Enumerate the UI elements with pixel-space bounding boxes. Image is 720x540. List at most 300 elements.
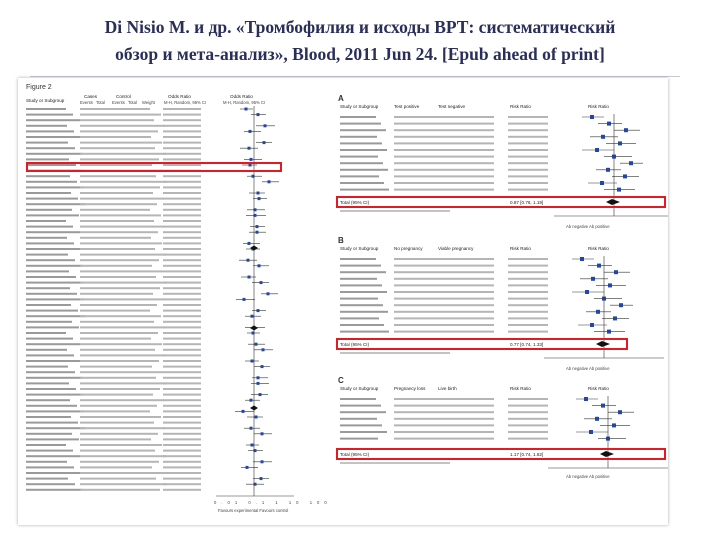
study-row-values — [80, 326, 165, 328]
study-row-text — [26, 198, 78, 200]
left-sub-events: Events — [80, 100, 93, 105]
study-row-ci — [508, 169, 548, 171]
study-row-values — [80, 158, 159, 160]
effect-marker — [590, 323, 594, 327]
study-row-ci — [163, 276, 201, 278]
study-row-text — [340, 129, 386, 131]
study-row-values — [394, 136, 494, 138]
left-axis-tick: 0.01 — [214, 500, 243, 505]
study-row-text — [26, 394, 83, 396]
study-row-values — [394, 317, 494, 319]
left-sub-total: Total — [96, 100, 105, 105]
study-row-ci — [163, 388, 201, 390]
study-row-values — [394, 278, 494, 280]
study-row-text — [26, 321, 72, 323]
study-row-text — [26, 125, 67, 127]
figure-label: Figure 2 — [26, 84, 52, 91]
study-row-ci — [163, 422, 201, 424]
study-row-values — [80, 349, 155, 351]
study-row-ci — [163, 366, 201, 368]
study-row-values — [80, 108, 150, 110]
effect-marker — [268, 180, 271, 183]
study-row-ci — [163, 332, 201, 334]
study-row-values — [394, 431, 494, 433]
study-row-ci — [508, 317, 548, 319]
study-row-ci — [163, 410, 201, 412]
study-row-ci — [163, 203, 201, 205]
study-row-ci — [163, 304, 201, 306]
study-row-ci — [163, 450, 201, 452]
study-row-ci — [163, 220, 201, 222]
study-row-ci — [163, 394, 201, 396]
effect-marker — [617, 188, 621, 192]
study-row-values — [80, 399, 164, 401]
study-row-ci — [508, 129, 548, 131]
study-row-values — [80, 427, 165, 429]
effect-marker — [590, 115, 594, 119]
effect-marker — [250, 427, 253, 430]
study-row-values — [80, 248, 155, 250]
panel-c-header-rr2: Risk Ratio — [588, 386, 609, 391]
left-header-cases: Cases — [84, 94, 98, 99]
effect-marker — [255, 343, 258, 346]
highlight-box-panel-c-total — [336, 448, 666, 460]
effect-marker — [589, 430, 593, 434]
study-row-text — [26, 214, 79, 216]
study-row-ci — [163, 254, 201, 256]
panel-c-header-col2: Live birth — [438, 386, 457, 391]
study-row-values — [80, 276, 156, 278]
study-row-ci — [163, 461, 201, 463]
study-row-ci — [508, 284, 548, 286]
study-row-values — [80, 226, 165, 228]
title-divider — [30, 76, 680, 77]
study-row-text — [340, 169, 388, 171]
study-row-text — [26, 461, 67, 463]
study-row-values — [80, 242, 162, 244]
study-row-ci — [508, 411, 548, 413]
study-row-ci — [163, 142, 201, 144]
study-row-values — [80, 438, 151, 440]
study-row-text — [26, 427, 85, 429]
panel-b-letter: B — [338, 236, 344, 245]
study-row-text — [26, 438, 79, 440]
study-row-values — [80, 153, 166, 155]
study-row-values — [80, 410, 150, 412]
study-row-text — [26, 304, 71, 306]
study-row-values — [80, 175, 156, 177]
study-row-text — [26, 282, 83, 284]
study-row-ci — [163, 153, 201, 155]
study-row-ci — [163, 298, 201, 300]
study-row-ci — [163, 343, 201, 345]
study-row-ci — [163, 455, 201, 457]
highlight-box-panel-a-total — [336, 196, 666, 208]
study-row-text — [26, 354, 74, 356]
study-row-values — [80, 354, 166, 356]
study-row-values — [394, 142, 494, 144]
study-row-values — [80, 181, 167, 183]
study-row-values — [80, 231, 158, 233]
panel-a-header-rr2: Risk Ratio — [588, 104, 609, 109]
effect-marker — [258, 197, 261, 200]
study-row-ci — [508, 418, 548, 420]
panel-b-header-study: Study or Subgroup — [340, 246, 379, 251]
study-row-text — [26, 287, 70, 289]
effect-marker — [263, 141, 266, 144]
panel-a-letter: A — [338, 94, 344, 103]
study-row-text — [26, 142, 68, 144]
study-row-ci — [163, 136, 201, 138]
panel-b-header-col2: Viable pregnancy — [438, 246, 474, 251]
study-row-ci — [508, 278, 548, 280]
study-row-text — [26, 315, 85, 317]
study-row-ci — [508, 142, 548, 144]
study-row-values — [394, 265, 494, 267]
left-axis-tick: 10 — [288, 500, 304, 505]
study-row-text — [340, 123, 381, 125]
study-row-values — [394, 438, 494, 440]
study-row-values — [80, 489, 160, 491]
study-row-ci — [163, 338, 201, 340]
study-row-values — [80, 343, 162, 345]
study-row-text — [340, 182, 384, 184]
study-row-text — [26, 343, 80, 345]
study-row-text — [26, 416, 71, 418]
study-row-text — [26, 405, 77, 407]
effect-marker — [596, 310, 600, 314]
study-row-text — [26, 114, 73, 116]
study-row-values — [394, 156, 494, 158]
study-row-values — [80, 433, 158, 435]
study-row-ci — [163, 483, 201, 485]
study-row-ci — [163, 125, 201, 127]
effect-marker — [251, 315, 254, 318]
study-row-text — [340, 189, 389, 191]
panel-b-axis-caption: Ab negative Ab positive — [566, 366, 610, 371]
study-row-text — [26, 366, 68, 368]
study-row-text — [26, 377, 82, 379]
study-row-values — [80, 136, 151, 138]
study-row-values — [80, 237, 151, 239]
effect-marker — [251, 360, 254, 363]
effect-marker — [255, 416, 258, 419]
study-row-text — [26, 349, 67, 351]
panel-b-total-value: 0.77 [0.74, 1.33] — [510, 342, 544, 347]
effect-marker — [258, 264, 261, 267]
study-row-text — [26, 237, 67, 239]
study-row-values — [80, 198, 164, 200]
panel-c-header-col1: Pregnancy loss — [394, 386, 426, 391]
study-row-values — [80, 282, 167, 284]
study-row-text — [26, 270, 69, 272]
left-sub-ci: M-H, Random, 95% CI — [164, 100, 207, 105]
study-row-ci — [163, 270, 201, 272]
study-row-text — [340, 438, 378, 440]
study-row-text — [26, 489, 82, 491]
study-row-ci — [508, 265, 548, 267]
effect-marker — [591, 277, 595, 281]
study-row-ci — [508, 291, 548, 293]
study-row-values — [80, 293, 153, 295]
study-row-text — [26, 450, 73, 452]
effect-marker — [262, 348, 265, 351]
study-row-text — [340, 304, 383, 306]
study-row-text — [340, 142, 382, 144]
study-row-values — [80, 298, 164, 300]
study-row-ci — [163, 399, 201, 401]
panel-a-axis-caption: Ab negative Ab positive — [566, 224, 610, 229]
study-row-values — [80, 444, 162, 446]
effect-marker — [247, 259, 250, 262]
left-sub-events2: Events — [112, 100, 125, 105]
overall-effect-text — [340, 352, 450, 354]
study-row-text — [340, 116, 376, 118]
effect-marker — [597, 264, 601, 268]
study-row-values — [80, 416, 161, 418]
study-row-text — [340, 405, 381, 407]
study-row-values — [80, 483, 167, 485]
study-row-text — [340, 258, 376, 260]
panel-a-header-col2: Test negative — [438, 104, 466, 109]
effect-marker — [259, 393, 262, 396]
study-row-text — [26, 226, 73, 228]
effect-marker — [260, 477, 263, 480]
effect-marker — [261, 365, 264, 368]
study-row-text — [340, 411, 386, 413]
study-row-values — [80, 130, 158, 132]
effect-marker — [601, 135, 605, 139]
study-row-values — [80, 371, 163, 373]
study-row-values — [80, 259, 159, 261]
study-row-text — [26, 276, 76, 278]
study-row-ci — [163, 175, 201, 177]
study-row-values — [394, 162, 494, 164]
panel-a-header-study: Study or Subgroup — [340, 104, 379, 109]
study-row-text — [26, 293, 77, 295]
study-row-text — [26, 298, 84, 300]
study-row-text — [26, 192, 71, 194]
study-row-ci — [163, 214, 201, 216]
study-row-text — [26, 444, 66, 446]
study-row-ci — [508, 438, 548, 440]
study-row-text — [340, 317, 379, 319]
study-row-values — [80, 119, 154, 121]
study-row-ci — [508, 431, 548, 433]
study-row-values — [394, 129, 494, 131]
panel-c-axis-caption: Ab negative Ab positive — [566, 474, 610, 479]
study-row-text — [26, 254, 68, 256]
study-row-ci — [163, 382, 201, 384]
study-row-text — [340, 162, 383, 164]
study-row-ci — [508, 304, 548, 306]
study-row-text — [340, 311, 388, 313]
study-row-text — [26, 119, 80, 121]
study-row-values — [394, 182, 494, 184]
effect-marker — [245, 108, 248, 111]
study-row-values — [80, 270, 163, 272]
study-row-text — [26, 248, 81, 250]
study-row-values — [394, 331, 494, 333]
effect-marker — [250, 158, 253, 161]
study-row-values — [80, 360, 159, 362]
study-row-values — [80, 461, 159, 463]
study-row-ci — [508, 405, 548, 407]
study-row-ci — [163, 489, 201, 491]
study-row-text — [26, 158, 69, 160]
effect-marker — [264, 124, 267, 127]
study-row-ci — [163, 287, 201, 289]
effect-marker — [618, 410, 622, 414]
study-row-ci — [508, 258, 548, 260]
title-line-1: Di Nisio M. и др. «Тромбофилия и исходы ВРТ: систематический — [104, 17, 616, 37]
effect-marker — [248, 276, 251, 279]
effect-marker — [614, 270, 618, 274]
effect-marker — [257, 192, 260, 195]
effect-marker — [601, 404, 605, 408]
panel-a-header-col1: Test positive — [394, 104, 420, 109]
panel-c-total-value: 1.17 [0.74, 1.82] — [510, 452, 544, 457]
study-row-ci — [163, 231, 201, 233]
study-row-text — [340, 156, 378, 158]
study-row-ci — [163, 119, 201, 121]
study-row-values — [394, 304, 494, 306]
study-row-values — [394, 311, 494, 313]
study-row-values — [80, 422, 154, 424]
effect-marker — [606, 168, 610, 172]
study-row-text — [340, 175, 379, 177]
study-row-values — [394, 411, 494, 413]
study-row-values — [80, 186, 160, 188]
left-sub-total2: Total — [128, 100, 137, 105]
effect-marker — [261, 432, 264, 435]
study-row-text — [340, 271, 386, 273]
study-row-ci — [163, 326, 201, 328]
effect-marker — [242, 410, 245, 413]
study-row-values — [80, 304, 157, 306]
study-row-values — [80, 114, 161, 116]
study-row-values — [394, 169, 494, 171]
study-row-values — [80, 321, 154, 323]
study-row-values — [80, 125, 165, 127]
study-row-values — [80, 478, 156, 480]
effect-marker — [580, 257, 584, 261]
effect-marker — [257, 382, 260, 385]
study-row-ci — [163, 186, 201, 188]
effect-marker — [612, 423, 616, 427]
subtotal-diamond — [250, 406, 258, 411]
study-row-values — [394, 189, 494, 191]
study-row-text — [26, 399, 70, 401]
left-axis-tick: 100 — [309, 500, 332, 505]
panel-a-total-label: Total (95% CI) — [340, 200, 370, 205]
study-row-values — [394, 149, 494, 151]
effect-marker — [248, 242, 251, 245]
study-row-values — [80, 209, 150, 211]
study-row-values — [80, 466, 152, 468]
study-row-text — [26, 410, 84, 412]
study-row-ci — [508, 189, 548, 191]
study-row-values — [80, 203, 157, 205]
study-row-ci — [508, 398, 548, 400]
study-row-values — [80, 382, 167, 384]
study-row-text — [340, 331, 389, 333]
study-row-ci — [163, 259, 201, 261]
study-row-text — [26, 242, 74, 244]
study-row-text — [340, 265, 381, 267]
study-row-ci — [163, 114, 201, 116]
study-row-ci — [163, 360, 201, 362]
study-row-values — [80, 265, 152, 267]
effect-marker — [257, 113, 260, 116]
study-row-ci — [508, 182, 548, 184]
left-sub-weight: Weight — [142, 100, 155, 105]
left-axis-tick: 1 — [275, 500, 283, 505]
study-row-values — [80, 220, 154, 222]
study-row-values — [80, 142, 162, 144]
study-row-ci — [163, 226, 201, 228]
effect-marker — [584, 397, 588, 401]
panel-c-header-study: Study or Subgroup — [340, 386, 379, 391]
study-row-values — [80, 472, 163, 474]
study-row-text — [26, 147, 75, 149]
left-header-control: Control — [116, 94, 131, 99]
subtotal-diamond — [250, 326, 258, 331]
study-row-ci — [163, 427, 201, 429]
study-row-ci — [508, 424, 548, 426]
study-row-ci — [163, 321, 201, 323]
effect-marker — [246, 466, 249, 469]
study-row-ci — [163, 438, 201, 440]
effect-marker — [248, 147, 251, 150]
study-row-text — [26, 203, 85, 205]
study-row-text — [26, 265, 82, 267]
effect-marker — [260, 281, 263, 284]
study-row-values — [394, 424, 494, 426]
study-row-values — [394, 271, 494, 273]
panel-b-header-rr1: Risk Ratio — [510, 246, 531, 251]
study-row-text — [340, 298, 378, 300]
study-row-ci — [163, 108, 201, 110]
study-row-ci — [163, 209, 201, 211]
slide-title — [0, 14, 720, 68]
study-row-values — [394, 258, 494, 260]
study-row-ci — [163, 282, 201, 284]
study-row-text — [340, 431, 387, 433]
effect-marker — [624, 128, 628, 132]
study-row-text — [26, 310, 78, 312]
study-row-values — [80, 388, 160, 390]
study-row-ci — [163, 472, 201, 474]
left-header-study: Study or Subgroup — [26, 98, 65, 103]
effect-marker — [618, 141, 622, 145]
study-row-text — [26, 181, 77, 183]
panel-b-header-col1: No pregnancy — [394, 246, 423, 251]
study-row-ci — [508, 311, 548, 313]
study-row-ci — [508, 136, 548, 138]
study-row-text — [26, 108, 66, 110]
study-row-text — [26, 388, 76, 390]
study-row-ci — [508, 331, 548, 333]
study-row-text — [26, 326, 79, 328]
title-line-2: обзор и мета-анализ», Blood, 2011 Jun 24. [Epub ahead of print] — [115, 44, 605, 64]
panel-b-header-rr2: Risk Ratio — [588, 246, 609, 251]
overall-effect-text — [340, 462, 450, 464]
study-row-ci — [508, 156, 548, 158]
study-row-text — [26, 153, 82, 155]
effect-marker — [600, 181, 604, 185]
effect-marker — [623, 174, 627, 178]
